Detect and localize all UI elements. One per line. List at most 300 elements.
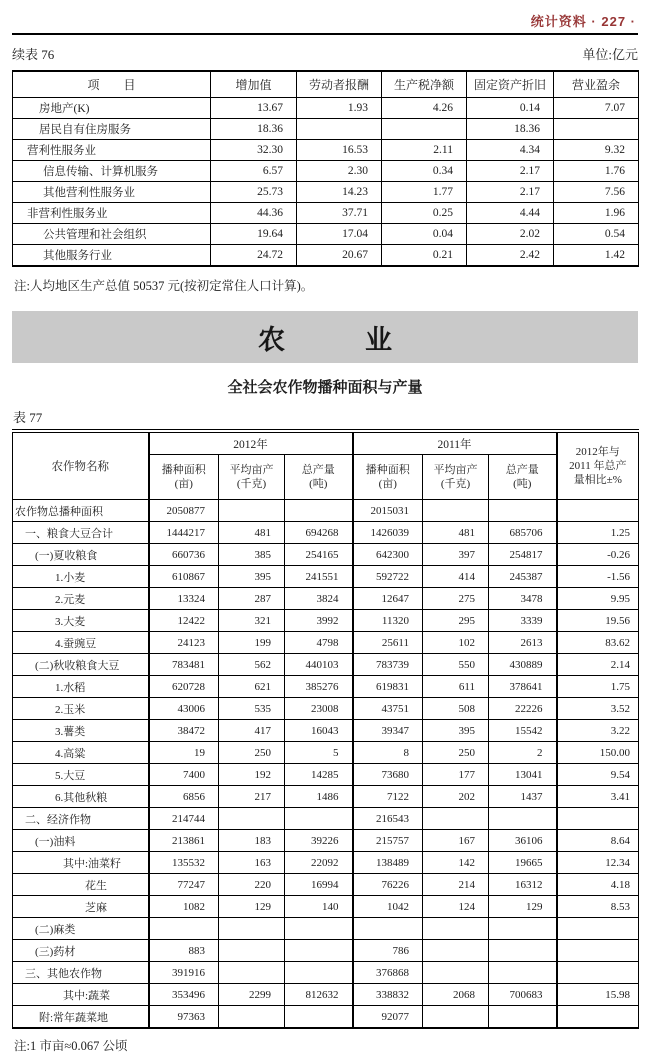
- value-cell: -1.56: [557, 566, 639, 588]
- value-cell: 11320: [353, 610, 423, 632]
- row-label: (一)夏收粮食: [13, 544, 149, 566]
- value-cell: 592722: [353, 566, 423, 588]
- value-cell: [489, 1006, 557, 1029]
- value-cell: 1.77: [382, 182, 467, 203]
- value-cell: 621: [219, 676, 285, 698]
- table77-row: [13, 610, 639, 632]
- value-cell: 700683: [489, 984, 557, 1006]
- value-cell: 4.26: [382, 98, 467, 119]
- table76-continued-label: 续表 76: [12, 47, 55, 62]
- value-cell: 7122: [353, 786, 423, 808]
- sub-col-label: 总产量: [505, 464, 539, 476]
- value-cell: 16994: [285, 874, 353, 896]
- value-cell: 142: [423, 852, 489, 874]
- value-cell: 14.23: [297, 182, 382, 203]
- value-cell: 2.30: [297, 161, 382, 182]
- value-cell: 25611: [353, 632, 423, 654]
- value-cell: 481: [423, 522, 489, 544]
- value-cell: 22092: [285, 852, 353, 874]
- value-cell: 0.25: [382, 203, 467, 224]
- col-compare-line1: 2012年与: [575, 446, 620, 458]
- row-label: 1.水稻: [13, 676, 149, 698]
- table76-body: [13, 98, 639, 267]
- col-2011-avg-yield: [423, 455, 489, 500]
- value-cell: 23008: [285, 698, 353, 720]
- value-cell: 0.54: [554, 224, 639, 245]
- sub-col-label: 总产量: [301, 464, 335, 476]
- value-cell: 562: [219, 654, 285, 676]
- table77-row: [13, 786, 639, 808]
- row-label: 6.其他秋粮: [13, 786, 149, 808]
- page-header: [12, 8, 638, 30]
- value-cell: 7.07: [554, 98, 639, 119]
- running-head-title: 统计资料: [530, 14, 587, 29]
- row-label: 信息传输、计算机服务: [13, 161, 211, 182]
- value-cell: 250: [219, 742, 285, 764]
- value-cell: [489, 500, 557, 522]
- sub-col-unit: (亩): [174, 478, 193, 490]
- sub-col-unit: (吨): [309, 478, 328, 490]
- table77-row: [13, 940, 639, 962]
- value-cell: 0.04: [382, 224, 467, 245]
- value-cell: 7.56: [554, 182, 639, 203]
- col-net-production-tax: 生产税净额: [382, 71, 467, 98]
- row-label: 芝麻: [13, 896, 149, 918]
- row-label: 4.高粱: [13, 742, 149, 764]
- value-cell: 20.67: [297, 245, 382, 267]
- value-cell: 19.56: [557, 610, 639, 632]
- table76-row: [13, 119, 639, 140]
- value-cell: 124: [423, 896, 489, 918]
- running-head: [531, 11, 636, 30]
- value-cell: 13324: [149, 588, 219, 610]
- table77-row: [13, 720, 639, 742]
- value-cell: 202: [423, 786, 489, 808]
- value-cell: [219, 500, 285, 522]
- value-cell: 0.21: [382, 245, 467, 267]
- value-cell: [219, 962, 285, 984]
- sub-col-unit: (吨): [513, 478, 532, 490]
- sub-col-unit: (亩): [378, 478, 397, 490]
- value-cell: 13.67: [211, 98, 297, 119]
- value-cell: 353496: [149, 984, 219, 1006]
- value-cell: 3824: [285, 588, 353, 610]
- value-cell: 1.76: [554, 161, 639, 182]
- value-cell: 3339: [489, 610, 557, 632]
- value-cell: 97363: [149, 1006, 219, 1029]
- value-cell: [554, 119, 639, 140]
- value-cell: [423, 808, 489, 830]
- value-cell: 481: [219, 522, 285, 544]
- value-cell: 167: [423, 830, 489, 852]
- value-cell: 2068: [423, 984, 489, 1006]
- row-label: 其中:蔬菜: [13, 984, 149, 1006]
- col-compare-line2: 2011 年总产: [569, 460, 627, 472]
- row-label: (二)秋收粮食大豆: [13, 654, 149, 676]
- value-cell: 92077: [353, 1006, 423, 1029]
- value-cell: 43751: [353, 698, 423, 720]
- row-label: (三)药材: [13, 940, 149, 962]
- value-cell: 9.54: [557, 764, 639, 786]
- value-cell: [557, 500, 639, 522]
- value-cell: 19: [149, 742, 219, 764]
- value-cell: 16043: [285, 720, 353, 742]
- table76-header-row: [13, 71, 639, 98]
- value-cell: 241551: [285, 566, 353, 588]
- value-cell: 812632: [285, 984, 353, 1006]
- table76-unit-label: 单位:亿元: [582, 47, 638, 62]
- value-cell: 214: [423, 874, 489, 896]
- value-cell: 15.98: [557, 984, 639, 1006]
- value-cell: 391916: [149, 962, 219, 984]
- value-cell: 1426039: [353, 522, 423, 544]
- value-cell: 783481: [149, 654, 219, 676]
- col-2012-total-output: [285, 455, 353, 500]
- col-operating-surplus: 营业盈余: [554, 71, 639, 98]
- value-cell: [219, 1006, 285, 1029]
- row-label: 3.大麦: [13, 610, 149, 632]
- value-cell: 883: [149, 940, 219, 962]
- table77-row: [13, 500, 639, 522]
- table77-row: [13, 632, 639, 654]
- value-cell: 22226: [489, 698, 557, 720]
- value-cell: 1.96: [554, 203, 639, 224]
- table76-note: 注:人均地区生产总值 50537 元(按初定常住人口计算)。: [14, 279, 314, 293]
- table76-row: [13, 161, 639, 182]
- col-added-value: 增加值: [211, 71, 297, 98]
- value-cell: 177: [423, 764, 489, 786]
- value-cell: [557, 1006, 639, 1029]
- value-cell: 13041: [489, 764, 557, 786]
- row-label: 二、经济作物: [13, 808, 149, 830]
- table77-row: [13, 566, 639, 588]
- value-cell: 535: [219, 698, 285, 720]
- table76-row: [13, 140, 639, 161]
- value-cell: [423, 962, 489, 984]
- value-cell: [382, 119, 467, 140]
- value-cell: 385276: [285, 676, 353, 698]
- value-cell: 163: [219, 852, 285, 874]
- value-cell: 3.52: [557, 698, 639, 720]
- row-label: 4.蚕豌豆: [13, 632, 149, 654]
- value-cell: [285, 808, 353, 830]
- table77-row: [13, 522, 639, 544]
- value-cell: 8.53: [557, 896, 639, 918]
- value-cell: [285, 1006, 353, 1029]
- col-group-2012: 2012年: [149, 431, 353, 455]
- col-item: 项 目: [13, 71, 211, 98]
- value-cell: 786: [353, 940, 423, 962]
- value-cell: 25.73: [211, 182, 297, 203]
- value-cell: 2.42: [467, 245, 554, 267]
- value-cell: 12422: [149, 610, 219, 632]
- value-cell: 192: [219, 764, 285, 786]
- value-cell: 102: [423, 632, 489, 654]
- value-cell: 9.95: [557, 588, 639, 610]
- table77-row: [13, 544, 639, 566]
- value-cell: 17.04: [297, 224, 382, 245]
- value-cell: 38472: [149, 720, 219, 742]
- value-cell: 3992: [285, 610, 353, 632]
- table77-row: [13, 896, 639, 918]
- value-cell: 16312: [489, 874, 557, 896]
- table77-label: 表 77: [13, 410, 43, 425]
- row-label: 5.大豆: [13, 764, 149, 786]
- value-cell: 14285: [285, 764, 353, 786]
- row-label: 农作物总播种面积: [13, 500, 149, 522]
- col-2011-sown-area: [353, 455, 423, 500]
- value-cell: 73680: [353, 764, 423, 786]
- value-cell: 1486: [285, 786, 353, 808]
- banner-char-right: 业: [365, 324, 392, 355]
- value-cell: 275: [423, 588, 489, 610]
- table77-row: [13, 918, 639, 940]
- table76-row: [13, 182, 639, 203]
- row-label: 非营利性服务业: [13, 203, 211, 224]
- value-cell: 8.64: [557, 830, 639, 852]
- table77-row: [13, 588, 639, 610]
- table76-row: [13, 245, 639, 267]
- header-rule: [12, 33, 638, 35]
- value-cell: 6.57: [211, 161, 297, 182]
- table76-row: [13, 224, 639, 245]
- value-cell: 135532: [149, 852, 219, 874]
- row-label: 1.小麦: [13, 566, 149, 588]
- value-cell: 430889: [489, 654, 557, 676]
- value-cell: [297, 119, 382, 140]
- table77-row: [13, 984, 639, 1006]
- table76-row: [13, 98, 639, 119]
- row-label: 三、其他农作物: [13, 962, 149, 984]
- value-cell: 36106: [489, 830, 557, 852]
- value-cell: 1.75: [557, 676, 639, 698]
- value-cell: 44.36: [211, 203, 297, 224]
- value-cell: 24.72: [211, 245, 297, 267]
- value-cell: 611: [423, 676, 489, 698]
- value-cell: 414: [423, 566, 489, 588]
- value-cell: 3.22: [557, 720, 639, 742]
- value-cell: 83.62: [557, 632, 639, 654]
- value-cell: 2015031: [353, 500, 423, 522]
- table77-body: [13, 500, 639, 1029]
- row-label: (二)麻类: [13, 918, 149, 940]
- value-cell: 660736: [149, 544, 219, 566]
- row-label: 居民自有住房服务: [13, 119, 211, 140]
- value-cell: 619831: [353, 676, 423, 698]
- value-cell: 24123: [149, 632, 219, 654]
- value-cell: [423, 1006, 489, 1029]
- value-cell: 642300: [353, 544, 423, 566]
- col-2012-avg-yield: [219, 455, 285, 500]
- row-label: (一)油料: [13, 830, 149, 852]
- value-cell: 7400: [149, 764, 219, 786]
- value-cell: 378641: [489, 676, 557, 698]
- value-cell: [285, 940, 353, 962]
- table77-row: [13, 742, 639, 764]
- table77-row: [13, 874, 639, 896]
- value-cell: 321: [219, 610, 285, 632]
- value-cell: 16.53: [297, 140, 382, 161]
- value-cell: 376868: [353, 962, 423, 984]
- value-cell: 19.64: [211, 224, 297, 245]
- value-cell: 295: [423, 610, 489, 632]
- value-cell: [557, 808, 639, 830]
- row-label: 房地产(K): [13, 98, 211, 119]
- value-cell: 37.71: [297, 203, 382, 224]
- value-cell: 216543: [353, 808, 423, 830]
- value-cell: 138489: [353, 852, 423, 874]
- value-cell: 214744: [149, 808, 219, 830]
- value-cell: 215757: [353, 830, 423, 852]
- table77-row: [13, 852, 639, 874]
- value-cell: 508: [423, 698, 489, 720]
- value-cell: 0.34: [382, 161, 467, 182]
- value-cell: [423, 918, 489, 940]
- value-cell: 9.32: [554, 140, 639, 161]
- sub-col-label: 平均亩产: [433, 464, 478, 476]
- value-cell: [219, 940, 285, 962]
- value-cell: 6856: [149, 786, 219, 808]
- row-label: 其他服务行业: [13, 245, 211, 267]
- section-banner-agriculture: [12, 311, 638, 363]
- table77-row: [13, 676, 639, 698]
- value-cell: 694268: [285, 522, 353, 544]
- value-cell: 2.17: [467, 182, 554, 203]
- value-cell: 1042: [353, 896, 423, 918]
- value-cell: 2.11: [382, 140, 467, 161]
- col-2011-total-output: [489, 455, 557, 500]
- table77-group-header-row: [13, 431, 639, 455]
- table77: [12, 429, 639, 1029]
- value-cell: 783739: [353, 654, 423, 676]
- row-label: 一、粮食大豆合计: [13, 522, 149, 544]
- table77-row: [13, 962, 639, 984]
- col-2012-sown-area: [149, 455, 219, 500]
- value-cell: 5: [285, 742, 353, 764]
- value-cell: [285, 962, 353, 984]
- table77-title: 全社会农作物播种面积与产量: [227, 379, 423, 396]
- table77-row: [13, 808, 639, 830]
- row-label: 2.玉米: [13, 698, 149, 720]
- value-cell: [489, 940, 557, 962]
- value-cell: 217: [219, 786, 285, 808]
- value-cell: 250: [423, 742, 489, 764]
- value-cell: [285, 500, 353, 522]
- value-cell: 32.30: [211, 140, 297, 161]
- value-cell: [557, 940, 639, 962]
- table76-meta: [12, 44, 638, 63]
- value-cell: 1.42: [554, 245, 639, 267]
- value-cell: [285, 918, 353, 940]
- value-cell: 12647: [353, 588, 423, 610]
- col-compare-line3: 量相比±%: [573, 474, 622, 486]
- value-cell: 39226: [285, 830, 353, 852]
- table77-row: [13, 830, 639, 852]
- value-cell: 4.44: [467, 203, 554, 224]
- value-cell: 43006: [149, 698, 219, 720]
- table76-header: [13, 71, 639, 98]
- table77-note: 注:1 市亩≈0.067 公顷: [14, 1039, 128, 1053]
- value-cell: 287: [219, 588, 285, 610]
- value-cell: 77247: [149, 874, 219, 896]
- value-cell: 0.14: [467, 98, 554, 119]
- value-cell: 417: [219, 720, 285, 742]
- value-cell: [489, 918, 557, 940]
- value-cell: 245387: [489, 566, 557, 588]
- value-cell: 4.34: [467, 140, 554, 161]
- value-cell: 199: [219, 632, 285, 654]
- value-cell: [219, 918, 285, 940]
- value-cell: 395: [423, 720, 489, 742]
- value-cell: 2299: [219, 984, 285, 1006]
- value-cell: 18.36: [211, 119, 297, 140]
- value-cell: 1.25: [557, 522, 639, 544]
- value-cell: 1437: [489, 786, 557, 808]
- value-cell: 3478: [489, 588, 557, 610]
- table77-header: [13, 431, 639, 500]
- value-cell: 8: [353, 742, 423, 764]
- value-cell: 2050877: [149, 500, 219, 522]
- value-cell: 395: [219, 566, 285, 588]
- value-cell: 1.93: [297, 98, 382, 119]
- col-group-2011: 2011年: [353, 431, 557, 455]
- value-cell: 213861: [149, 830, 219, 852]
- sub-col-unit: (千克): [236, 478, 267, 490]
- col-compare: [557, 431, 639, 500]
- value-cell: [423, 940, 489, 962]
- value-cell: 220: [219, 874, 285, 896]
- value-cell: -0.26: [557, 544, 639, 566]
- value-cell: 140: [285, 896, 353, 918]
- value-cell: 12.34: [557, 852, 639, 874]
- value-cell: [149, 918, 219, 940]
- value-cell: 3.41: [557, 786, 639, 808]
- value-cell: 4.18: [557, 874, 639, 896]
- row-label: 花生: [13, 874, 149, 896]
- col-crop-name: 农作物名称: [13, 431, 149, 500]
- col-labor-compensation: 劳动者报酬: [297, 71, 382, 98]
- value-cell: 39347: [353, 720, 423, 742]
- row-label: 3.薯类: [13, 720, 149, 742]
- value-cell: 129: [219, 896, 285, 918]
- value-cell: 183: [219, 830, 285, 852]
- value-cell: [557, 918, 639, 940]
- value-cell: 254817: [489, 544, 557, 566]
- value-cell: 385: [219, 544, 285, 566]
- row-label: 公共管理和社会组织: [13, 224, 211, 245]
- table76: [12, 70, 639, 267]
- banner-char-left: 农: [258, 324, 285, 355]
- value-cell: 550: [423, 654, 489, 676]
- sub-col-label: 播种面积: [161, 464, 206, 476]
- value-cell: 129: [489, 896, 557, 918]
- value-cell: 76226: [353, 874, 423, 896]
- table77-row: [13, 1006, 639, 1029]
- table77-row: [13, 654, 639, 676]
- sub-col-unit: (千克): [440, 478, 471, 490]
- row-label: 营利性服务业: [13, 140, 211, 161]
- running-head-page-number: · 227 ·: [591, 14, 636, 29]
- value-cell: 440103: [285, 654, 353, 676]
- sub-col-label: 播种面积: [365, 464, 410, 476]
- value-cell: [489, 962, 557, 984]
- value-cell: 685706: [489, 522, 557, 544]
- sub-col-label: 平均亩产: [229, 464, 274, 476]
- value-cell: 254165: [285, 544, 353, 566]
- row-label: 附:常年蔬菜地: [13, 1006, 149, 1029]
- value-cell: [219, 808, 285, 830]
- value-cell: [557, 962, 639, 984]
